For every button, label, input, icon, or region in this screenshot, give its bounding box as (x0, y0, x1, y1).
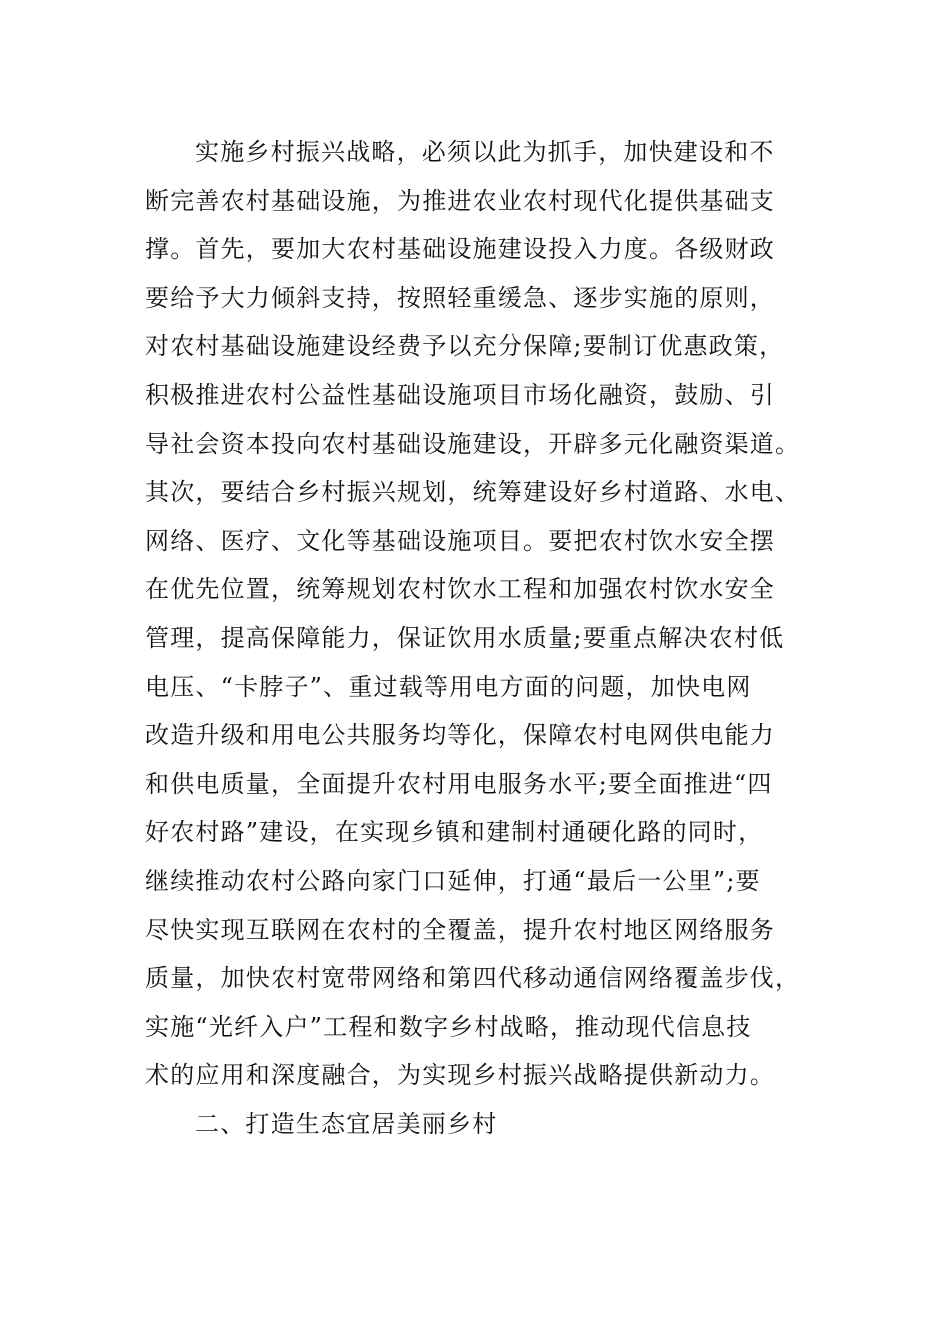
paragraph-line: 电压、“卡脖子”、重过载等用电方面的问题，加快电网 (145, 672, 752, 701)
paragraph-line: 术的应用和深度融合，为实现乡村振兴战略提供新动力。 (145, 1061, 775, 1090)
paragraph-line: 断完善农村基础设施，为推进农业农村现代化提供基础支 (145, 186, 775, 215)
paragraph-line: 导社会资本投向农村基础设施建设，开辟多元化融资渠道。 (145, 429, 801, 458)
document-body (145, 128, 805, 1148)
paragraph-line: 尽快实现互联网在农村的全覆盖，提升农村地区网络服务 (145, 915, 775, 944)
paragraph-line: 好农村路”建设，在实现乡镇和建制村通硬化路的同时， (145, 818, 764, 847)
paragraph-line: 在优先位置，统筹规划农村饮水工程和加强农村饮水安全 (145, 575, 775, 604)
paragraph-line: 质量，加快农村宽带网络和第四代移动通信网络覆盖步伐， (145, 964, 801, 993)
paragraph-line: 其次，要结合乡村振兴规划，统筹建设好乡村道路、水电、 (145, 478, 801, 507)
paragraph-line: 管理，提高保障能力，保证饮用水质量;要重点解决农村低 (145, 623, 785, 652)
paragraph-line: 继续推动农村公路向家门口延伸，打通“最后一公里”;要 (145, 866, 761, 895)
paragraph-line: 要给予大力倾斜支持，按照轻重缓急、逐步实施的原则， (145, 283, 775, 312)
paragraph-line: 对农村基础设施建设经费予以充分保障;要制订优惠政策， (145, 332, 785, 361)
paragraph-line: 撑。首先，要加大农村基础设施建设投入力度。各级财政 (145, 235, 775, 264)
paragraph-line: 和供电质量，全面提升农村用电服务水平;要全面推进“四 (145, 769, 773, 798)
paragraph-line: 网络、医疗、文化等基础设施项目。要把农村饮水安全摆 (145, 526, 775, 555)
paragraph-line: 改造升级和用电公共服务均等化，保障农村电网供电能力 (145, 721, 775, 750)
paragraph-line: 实施“光纤入户”工程和数字乡村战略，推动现代信息技 (145, 1012, 752, 1041)
section-heading: 二、打造生态宜居美丽乡村 (195, 1109, 498, 1138)
paragraph-line: 实施乡村振兴战略，必须以此为抓手，加快建设和不 (195, 138, 775, 166)
paragraph-line: 积极推进农村公益性基础设施项目市场化融资，鼓励、引 (145, 380, 775, 409)
